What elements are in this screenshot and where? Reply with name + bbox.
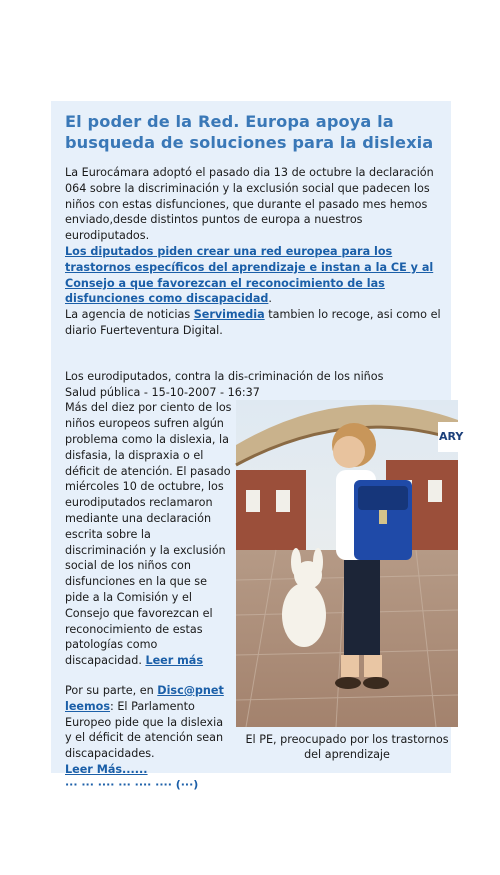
news-photo: [236, 400, 464, 727]
intro-text: La Eurocámara adoptó el pasado dia 13 de octubre la declaración 064 sobre la discriminación y la exclusión social que padecen los niños con estas disfunciones, que durante el pasado mes hemos enviado,desde distintos puntos de europa a nuestros eurodiputados.: [65, 166, 434, 243]
servimedia-link[interactable]: Servimedia: [193, 308, 265, 322]
leer-mas-2-link[interactable]: Leer Más......: [65, 762, 148, 776]
news-meta: Salud pública - 15-10-2007 - 16:37: [65, 385, 260, 399]
news-headline: Los eurodiputados, contra la dis-criminación de los niños: [65, 369, 384, 383]
photo-sign-text: ARY: [439, 430, 464, 444]
second-paragraph: Por su parte, en Disc@pnet leemos: El Parlamento Europeo pide que la dislexia y el déficit de atención sean discapacidades. Leer Más......: [65, 683, 224, 776]
red-europea-link[interactable]: Los diputados piden crear una red europea para los trastornos específicos del aprendizaje e instan a la CE y al Consejo a que favorezcan el reconocimiento de las disfunciones como discapacidad: [65, 244, 434, 306]
discapnet-link[interactable]: Disc@pnet leemos: [65, 683, 224, 713]
news-body: Más del diez por ciento de los niños europeos sufren algún problema como la dislexia, la disfasia, la dispraxia o el déficit de atención. El pasado miércoles 10 de octubre, los eurodiputados reclamaron mediante una declaración escrita sobre la discriminación y la exclusión social de los niños con disfunciones en la que se pide a la Comisión y el Consejo que favorezcan el reconocimiento de estas patologías como discapacidad. Leer más: [65, 401, 232, 668]
cut-off-line: ··· ··· ···· ··· ···· ···· (···): [65, 777, 199, 791]
news-text-column: [65, 400, 233, 791]
leer-mas-link[interactable]: Leer más: [145, 654, 204, 668]
article-panel: [51, 101, 464, 791]
news-figure: [236, 400, 464, 762]
article-title: El poder de la Red. Europa apoya la busqueda de soluciones para la dislexia: [65, 112, 434, 152]
intro-paragraph: La Eurocámara adoptó el pasado dia 13 de octubre la declaración 064 sobre la discriminación y la exclusión social que padecen los niños con estas disfunciones, que durante el pasado mes hemos enviado,desde distintos puntos de europa a nuestros eurodiputados. Los diputados piden crear una red europea para los trastornos específicos del aprendizaje e instan a la CE y al Consejo a que favorezcan el reconocimiento de las disfunciones como discapacidad. La agencia de noticias Servimedia tambien lo recoge, asi como el diario Fuerteventura Digital.: [65, 166, 441, 337]
photo-caption: El PE, preocupado por los trastornos del aprendizaje: [245, 733, 449, 761]
news-block: [65, 400, 464, 791]
